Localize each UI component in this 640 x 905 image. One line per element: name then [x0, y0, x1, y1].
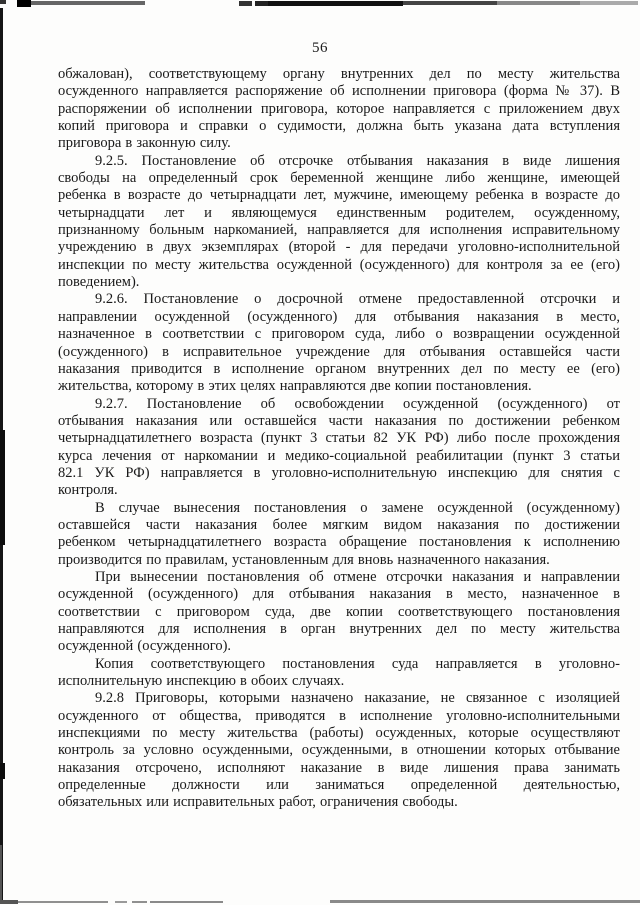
scan-border-top	[268, 1, 403, 6]
text-line: признанному больным наркоманией, направляется для исполнения исправительному	[58, 222, 620, 239]
text-line: обязательных или исправительных работ, ограничения свободы.	[58, 794, 458, 811]
text-line: 9.2.7. Постановление об освобождении осужденной (осужденного) от	[95, 395, 620, 412]
text-line: направлении осужденной (осужденного) для отбывания наказания в место,	[58, 308, 620, 325]
text-line: производится по правилам, установленным для вновь назначенного наказания.	[58, 551, 550, 568]
scan-border-top	[403, 1, 497, 5]
text-line: В случае вынесения постановления о замене осужденной (осужденному)	[95, 499, 620, 516]
text-line: контроля.	[58, 482, 118, 499]
text-line: назначенное в соответствии с приговором суда, либо о возвращении осужденной	[58, 326, 620, 343]
text-line: учреждению в двух экземплярах (второй - для передачи уголовно-исполнительной	[58, 239, 620, 256]
scan-border-top	[580, 1, 638, 5]
scan-border-left	[0, 430, 5, 545]
scan-border-bottom	[150, 901, 223, 903]
scan-border-left	[0, 845, 2, 903]
text-line: распоряжении об исполнении приговора, которое направляется с приложением двух	[58, 100, 620, 117]
scan-border-bottom	[132, 901, 147, 903]
text-line: 9.2.6. Постановление о досрочной отмене предоставленной отсрочки и	[95, 291, 620, 308]
scan-border-bottom	[18, 901, 108, 903]
scan-border-top	[0, 0, 6, 4]
text-line: поведением).	[58, 274, 140, 291]
text-line: 9.2.8 Приговоры, которыми назначено наказание, не связанное с изоляцией	[95, 690, 620, 707]
text-line: При вынесении постановления об отмене отсрочки наказания и направлении	[95, 568, 620, 585]
text-line: копий приговора и справки о судимости, должна быть указана дата вступления	[58, 118, 620, 135]
scan-border-top	[17, 0, 31, 7]
text-line: осужденного от общества, приводятся в исполнение уголовно-исполнительными	[58, 707, 620, 724]
scan-border-top	[239, 1, 252, 6]
scan-border-bottom	[330, 900, 640, 903]
text-line: исполнительную инспекцию в обоих случаях.	[58, 673, 345, 690]
text-line: свободы на определенный срок беременной женщине либо женщине, имеющей	[58, 170, 620, 187]
text-line: четырнадцатилетнего возраста (пункт 3 статьи 82 УК РФ) либо после прохождения	[58, 430, 620, 447]
scan-border-top	[497, 1, 580, 5]
text-line: соответствии с приговором суда, две копии соответствующего постановления	[58, 603, 620, 620]
text-line: наказания приводится в исполнение органом внутренних дел по месту ее (его)	[58, 360, 620, 377]
text-line: 82.1 УК РФ) направляется в уголовно-исполнительную инспекцию для снятия с	[58, 464, 620, 481]
text-line: ребенком четырнадцатилетнего возраста обращение постановления к исполнению	[58, 534, 620, 551]
text-line: курса лечения от наркомании и медико-социальной реабилитации (пункт 3 статьи	[58, 447, 620, 464]
scan-border-bottom	[115, 901, 127, 903]
text-line: оставшейся части наказания более мягким видом наказания по достижении	[58, 516, 620, 533]
scan-border-top	[255, 1, 268, 6]
text-line: инспекциями по месту жительства (работы) осужденных, которые осуществляют	[58, 725, 620, 742]
text-line: отбывания наказания или оставшейся части наказания по достижении ребенком	[58, 412, 620, 429]
text-line: 9.2.5. Постановление об отсрочке отбывания наказания в виде лишения	[95, 152, 620, 169]
text-line: осужденной (осужденного).	[58, 638, 232, 655]
scan-border-bottom	[0, 900, 18, 904]
text-line: определенные должности или заниматься определенной деятельностью,	[58, 777, 620, 794]
text-line: Копия соответствующего постановления суда направляется в уголовно-	[95, 655, 620, 672]
scan-border-top	[31, 1, 145, 5]
text-line: направляются для исполнения в орган внутренних дел по месту жительства	[58, 621, 620, 637]
page-number: 56	[312, 40, 328, 56]
text-line: приговора в законную силу.	[58, 135, 231, 152]
text-line: наказания отсрочено, исполняют наказание в виде лишения права занимать	[58, 759, 620, 776]
text-line: ребенка в возрасте до четырнадцати лет, мужчине, имеющему ребенка в возрасте до	[58, 187, 620, 204]
text-line: осужденной (осужденного) для отбывания наказания в место, назначенное в	[58, 586, 620, 603]
text-line: четырнадцати лет и являющемуся единственным родителем, осужденному,	[58, 204, 620, 221]
text-line: осужденного направляется распоряжение об исполнении приговора (форма № 37). В	[58, 83, 620, 100]
text-line: жительства, которому в этих целях направляются две копии постановления.	[58, 378, 532, 395]
scan-border-left	[0, 763, 5, 779]
text-line: обжалован), соответствующему органу внутренних дел по месту жительства	[58, 66, 620, 82]
text-line: контроль за условно осужденными, осужденными, в отношении которых отбывание	[58, 742, 620, 759]
text-line: (осужденного) в исправительное учреждение для отбывания оставшейся части	[58, 343, 620, 360]
text-block	[58, 66, 620, 812]
text-line: инспекции по месту жительства осужденной (осужденного) для контроля за ее (его)	[58, 256, 620, 273]
